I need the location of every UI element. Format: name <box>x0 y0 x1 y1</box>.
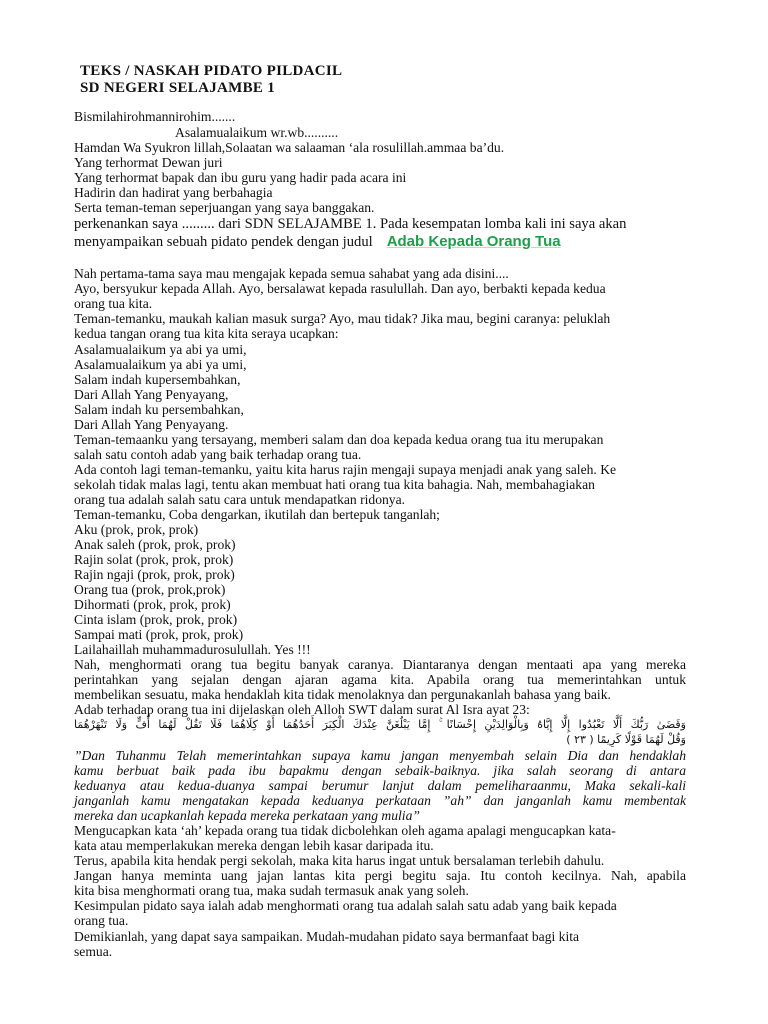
paragraph-line: Teman-temanku, maukah kalian masuk surga? Ayo, mau tidak? Jika mau, begini caranya: peluklah <box>74 311 611 326</box>
chant-line: Rajin solat (prok, prok, prok) <box>74 552 234 567</box>
document-title: TEKS / NASKAH PIDATO PILDACIL <box>80 63 343 79</box>
greeting-line: Yang terhormat Dewan juri <box>74 155 223 170</box>
translation-line: ”Dan Tuhanmu Telah memerintahkan supaya kamu jangan menyembah selain Dia dan hendaklah <box>74 748 686 763</box>
translation-line: kamu berbuat baik pada ibu bapakmu dengan sebaik-baiknya. jika salah seorang di antara <box>74 763 686 778</box>
paragraph-line: kita bisa menghormati orang tua, maka sudah termasuk anak yang soleh. <box>74 883 469 898</box>
chant-line: Cinta islam (prok, prok, prok) <box>74 612 238 627</box>
speech-title: Adab Kepada Orang Tua <box>386 233 561 250</box>
paragraph-line: Adab terhadap orang tua ini dijelaskan oleh Alloh SWT dalam surat Al Isra ayat 23: <box>74 702 530 717</box>
poem-line: Asalamualaikum ya abi ya umi, <box>74 342 247 357</box>
chant-line: Lailahaillah muhammadurosulullah. Yes !!! <box>74 642 311 657</box>
poem-line: Salam indah ku persembahkan, <box>74 402 244 417</box>
paragraph-line: orang tua adalah salah satu cara untuk mendapatkan ridonya. <box>74 492 406 507</box>
arabic-verse-line: وَقُلْ لَهُمَا قَوْلًا كَرِيمًا ( ٢٣ ) <box>566 733 686 746</box>
paragraph-line: Nah, menghormati orang tua begitu banyak caranya. Diantaranya dengan mentaati apa yang mereka <box>74 657 686 672</box>
paragraph-line: membelikan sesuatu, maka hendaklah kita tidak menolaknya dan pergunakanlah bahasa yang baik. <box>74 687 611 702</box>
arabic-verse-line: وَقَضَىٰ رَبُّكَ أَلَّا تَعْبُدُوا إِلَّا إِيَّاهُ وَبِالْوَالِدَيْنِ إِحْسَانًا ۚ إِمَّا يَبْلُغَنَّ عِنْدَكَ الْكِبَرَ أَحَدُهُمَا أَوْ كِلَاهُمَا فَلَا تَقُلْ لَهُمَا أُفٍّ وَلَا تَنْهَرْهُمَا <box>74 718 686 731</box>
paragraph-line: orang tua kita. <box>74 296 153 311</box>
chant-line: Anak saleh (prok, prok, prok) <box>74 537 236 552</box>
chant-line: Dihormati (prok, prok, prok) <box>74 597 231 612</box>
paragraph-line: Mengucapkan kata ‘ah’ kepada orang tua tidak dicbolehkan oleh agama apalagi mengucapkan kata- <box>74 823 616 838</box>
greeting-line: Yang terhormat bapak dan ibu guru yang hadir pada acara ini <box>74 170 407 185</box>
poem-line: Dari Allah Yang Penyayang. <box>74 417 229 432</box>
translation-line: mereka dan ucapkanlah kepada mereka perkataan yang mulia” <box>74 808 420 823</box>
paragraph-line: Ayo, bersyukur kepada Allah. Ayo, bersalawat kepada rasulullah. Dan ayo, berbakti kepada kedua <box>74 281 606 296</box>
translation-line: keduanya atau kedua-duanya sampai berumur lanjut dalam pemeliharaanmu, Maka sekali-kali <box>74 778 686 793</box>
poem-line: Asalamualaikum ya abi ya umi, <box>74 357 247 372</box>
greeting-line: Serta teman-teman seperjuangan yang saya banggakan. <box>74 200 375 215</box>
paragraph-line: Kesimpulan pidato saya ialah adab menghormati orang tua adalah salah satu adab yang baik kepada <box>74 898 617 913</box>
intro-line <box>74 234 561 250</box>
paragraph-line: semua. <box>74 944 113 959</box>
chant-line: Rajin ngaji (prok, prok, prok) <box>74 567 235 582</box>
intro-line: perkenankan saya ......... dari SDN SELAJAMBE 1. Pada kesempatan lomba kali ini saya akan <box>74 216 627 232</box>
intro-line-text: menyampaikan sebuah pidato pendek dengan judul <box>74 234 373 250</box>
paragraph-line: salah satu contoh adab yang baik terhadap orang tua. <box>74 447 362 462</box>
paragraph-line: Teman-temaanku yang tersayang, memberi salam dan doa kepada kedua orang tua itu merupakan <box>74 432 604 447</box>
paragraph-line: orang tua. <box>74 913 129 928</box>
basmalah-line: Bismilahirohmannirohim....... <box>74 109 236 124</box>
greeting-line: Hadirin dan hadirat yang berbahagia <box>74 185 273 200</box>
chant-line: Aku (prok, prok, prok) <box>74 522 199 537</box>
paragraph-line: perintahkan yang sejalan dengan ajaran agama kita. Apabila orang tua memerintahkan untuk <box>74 672 686 687</box>
salam-line: Asalamualaikum wr.wb.......... <box>175 125 339 140</box>
poem-line: Dari Allah Yang Penyayang, <box>74 387 229 402</box>
paragraph-line: Jangan hanya meminta uang jajan lantas kita pergi begitu saja. Itu contoh kecilnya. Nah, apabila <box>74 868 686 883</box>
paragraph-line: Teman-temanku, Coba dengarkan, ikutilah dan bertepuk tanganlah; <box>74 507 440 522</box>
paragraph-line: kata atau memperlakukan mereka dengan lebih kasar daripada itu. <box>74 838 434 853</box>
hamdalah-line: Hamdan Wa Syukron lillah,Solaatan wa salaaman ‘ala rosulillah.ammaa ba’du. <box>74 140 505 155</box>
chant-line: Orang tua (prok, prok,prok) <box>74 582 226 597</box>
paragraph-line: kedua tangan orang tua kita kita seraya ucapkan: <box>74 326 339 341</box>
school-name: SD NEGERI SELAJAMBE 1 <box>80 80 276 96</box>
paragraph-line: Demikianlah, yang dapat saya sampaikan. Mudah-mudahan pidato saya bermanfaat bagi kita <box>74 929 580 944</box>
translation-line: janganlah kamu mengatakan kepada keduanya perkataan ”ah” dan janganlah kamu membentak <box>74 793 686 808</box>
paragraph-line: Terus, apabila kita hendak pergi sekolah, maka kita harus ingat untuk bersalaman terlebih dahulu. <box>74 853 605 868</box>
paragraph-line: sekolah tidak malas lagi, tentu akan membuat hati orang tua kita bahagia. Nah, membahagiakan <box>74 477 595 492</box>
paragraph-line: Ada contoh lagi teman-temanku, yaitu kita harus rajin mengaji supaya menjadi anak yang saleh. Ke <box>74 462 617 477</box>
paragraph-line: Nah pertama-tama saya mau mengajak kepada semua sahabat yang ada disini.... <box>74 266 509 281</box>
poem-line: Salam indah kupersembahkan, <box>74 372 241 387</box>
chant-line: Sampai mati (prok, prok, prok) <box>74 627 244 642</box>
